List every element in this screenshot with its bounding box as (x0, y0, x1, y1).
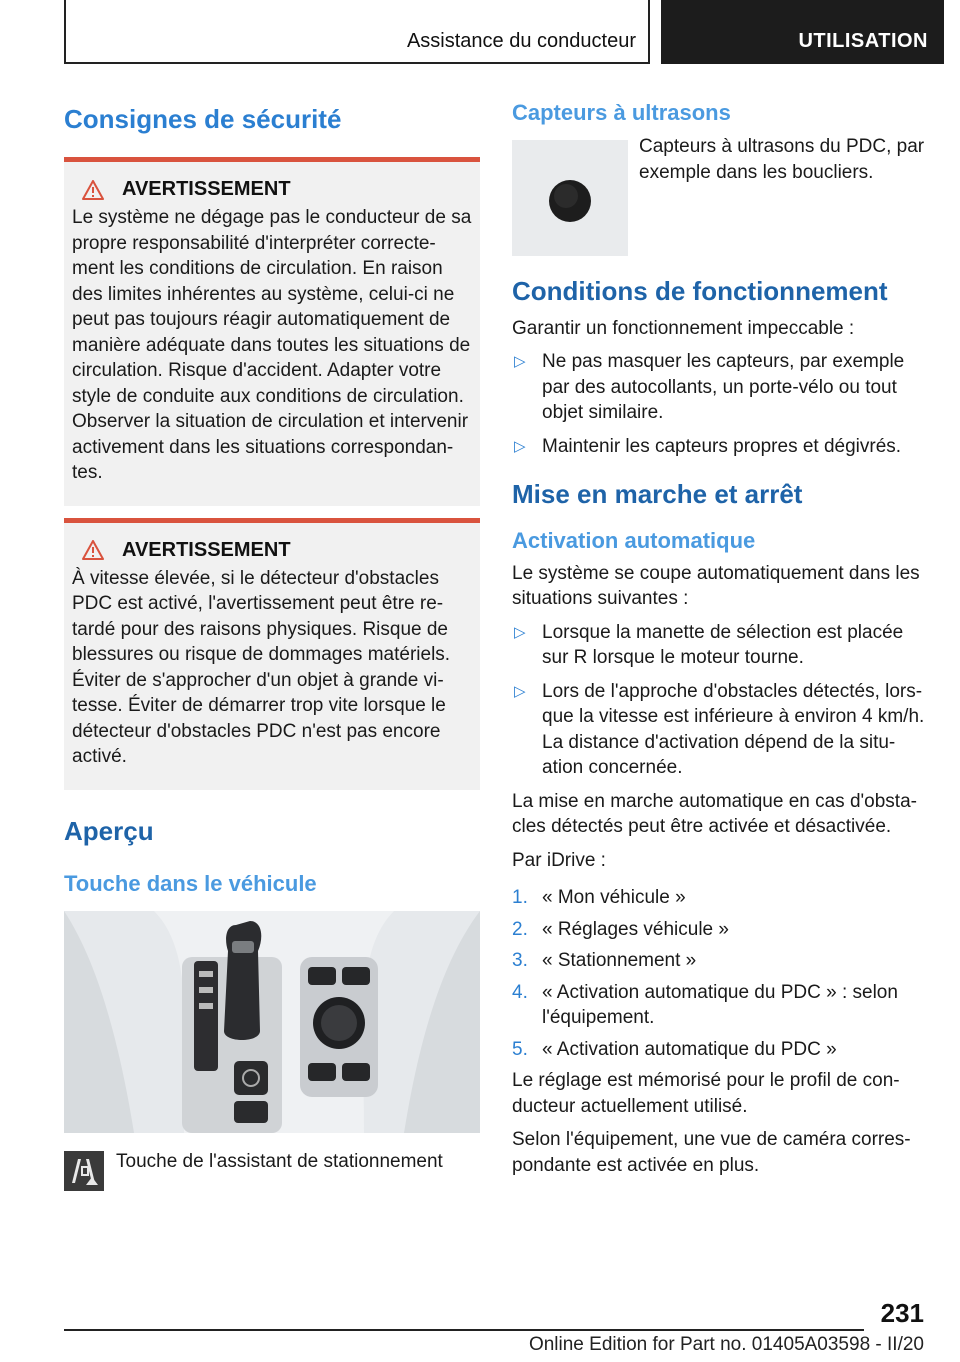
button-section-title: Touche dans le véhicule (64, 870, 317, 896)
list-item: ▷ Lors de l'approche d'obstacles détectés, lors-que la vitesse est inférieure à environ 4 km/h. La distance d'activation dépend de la situ-ation concernée. (514, 680, 925, 779)
right-column (512, 96, 928, 1178)
warning-triangle-icon (82, 180, 104, 200)
sensors-row (512, 134, 928, 258)
idrive-steps (512, 885, 928, 1062)
ultrasonic-sensor-image (512, 140, 628, 256)
list-item: ▷ Lorsque la manette de sélection est placée sur R lorsque le moteur tourne. (514, 621, 904, 669)
overview-title: Aperçu (64, 815, 154, 846)
warning-label: AVERTISSEMENT (122, 538, 291, 561)
auto-list (512, 620, 928, 781)
saved-note: Le réglage est mémorisé pour le profil de con-ducteur actuellement utilisé. (512, 1070, 900, 1117)
vehicle-console-image (64, 911, 480, 1133)
footer-divider (64, 1329, 864, 1331)
footer-edition: Online Edition for Part no. 01405A03598 - II/20 (528, 1334, 924, 1355)
conditions-intro: Garantir un fonctionnement impeccable : (512, 317, 855, 339)
idrive-label: Par iDrive : (512, 849, 606, 871)
step-item: 4. « Activation automatique du PDC » : selon l'équipement. (512, 981, 898, 1029)
step-item: 5. « Activation automatique du PDC » (512, 1038, 837, 1060)
header-chapter-title: UTILISATION (798, 30, 928, 52)
auto-note: La mise en marche automatique en cas d'obsta-cles détectés peut être activée et désactivée. (512, 790, 917, 838)
step-item: 3. « Stationnement » (512, 950, 697, 972)
step-item: 1. « Mon véhicule » (512, 887, 686, 909)
onoff-title: Mise en marche et arrêt (512, 479, 803, 510)
conditions-list (512, 349, 928, 459)
auto-intro: Le système se coupe automatiquement dans les situations suivantes : (512, 562, 920, 610)
left-column (64, 96, 480, 1193)
triangle-bullet-icon: ▷ (514, 437, 526, 455)
conditions-title: Conditions de fonctionnement (512, 276, 888, 307)
list-item: ▷ Ne pas masquer les capteurs, par exemple par des autocollants, un porte-vélo ou tout objet similaire. (514, 351, 905, 424)
sensors-text: Capteurs à ultrasons du PDC, par exemple dans les boucliers. (639, 136, 925, 183)
park-assist-caption: Touche de l'assistant de stationnement (116, 1151, 443, 1173)
step-item: 2. « Réglages véhicule » (512, 918, 729, 940)
list-item: ▷ Maintenir les capteurs propres et dégivrés. (512, 434, 928, 460)
sensors-title: Capteurs à ultrasons (512, 100, 731, 125)
park-assist-row (64, 1151, 480, 1193)
triangle-bullet-icon: ▷ (514, 353, 526, 371)
warning-text: À vitesse élevée, si le détecteur d'obstacles PDC est activé, l'avertissement peut être re-tardé pour des raisons physiques. Risque de blessures ou risque de dommages matériels. Éviter de s'approcher d'un objet à grande vi-tesse. Éviter de démarrer trop vite lorsque le détecteur d'obstacles PDC n'est pas encore activé. (72, 567, 451, 768)
warning-text: Le système ne dégage pas le conducteur de sa propre responsabilité d'interpréter correcte-ment les conditions de circulation. En raison des limites inhérentes au système, celui-ci ne peut pas toujours réagir automatiquement de manière adéquate dans toutes les situations de circulation. Risque d'accident. Adapter votre style de conduite aux conditions de circulation. Observer la situation de circulation et intervenir activement dans les situations correspondan-tes. (72, 207, 472, 484)
auto-activation-title: Activation automatique (512, 528, 756, 554)
warning-triangle-icon (82, 540, 104, 560)
camera-note: Selon l'équipement, une vue de caméra corres-pondante est activée en plus. (512, 1129, 911, 1176)
warning-label: AVERTISSEMENT (122, 178, 291, 201)
header-chapter-box (661, 0, 944, 64)
safety-title: Consignes de sécurité (64, 104, 342, 134)
triangle-bullet-icon: ▷ (514, 623, 526, 641)
park-assist-button-icon (64, 1151, 104, 1191)
warning-box-1 (64, 157, 480, 506)
triangle-bullet-icon: ▷ (514, 682, 526, 700)
header-section-box (64, 0, 650, 64)
warning-box-2 (64, 518, 480, 790)
page-number: 231 (880, 1298, 924, 1328)
header-section-title: Assistance du conducteur (406, 30, 636, 52)
